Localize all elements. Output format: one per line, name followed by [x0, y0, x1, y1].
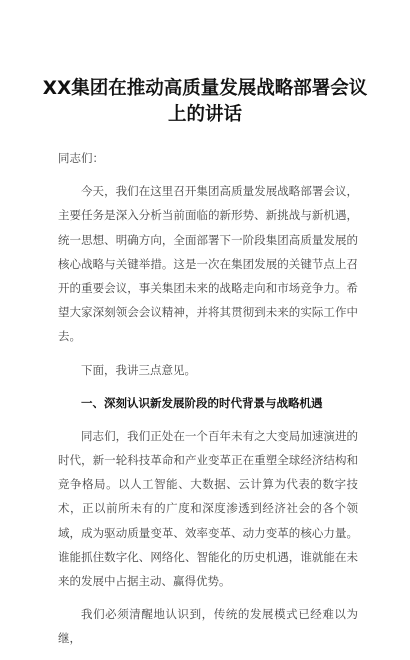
- intro-paragraph: 今天，我们在这里召开集团高质量发展战略部署会议，主要任务是深入分析当前面临的新形势、新挑战与新机遇，统一思想、明确方向，全面部署下一阶段集团高质量发展的核心战略与关键举措。这是一次在集团发展的关键节点上召开的重要会议，事关集团未来的战略走向和市场竞争力。希望大家深刻领会会议精神，并将其贯彻到未来的实际工作中去。: [58, 184, 358, 344]
- outline-paragraph: 下面，我讲三点意见。: [81, 362, 196, 377]
- document-title: XX集团在推动高质量发展战略部署会议上的讲话: [42, 78, 368, 125]
- document-body: [58, 146, 358, 660]
- section-heading: 一、深刻认识新发展阶段的时代背景与战略机遇: [81, 395, 323, 410]
- section-paragraph: 同志们，我们正处在一个百年未有之大变局加速演进的时代，新一轮科技革命和产业变革正在重塑全球经济结构和竞争格局。以人工智能、大数据、云计算为代表的数字技术，正以前所未有的广度和深度渗透到经济社会的各个领域，成为驱动质量变革、效率变革、动力变革的核心力量。谁能抓住数字化、网络化、智能化的历史机遇，谁就能在未来的发展中占据主动、赢得优势。: [58, 428, 358, 589]
- section-paragraph: 我们必须清醒地认识到，传统的发展模式已经难以为继，: [58, 607, 358, 646]
- salutation: 同志们：: [58, 151, 104, 165]
